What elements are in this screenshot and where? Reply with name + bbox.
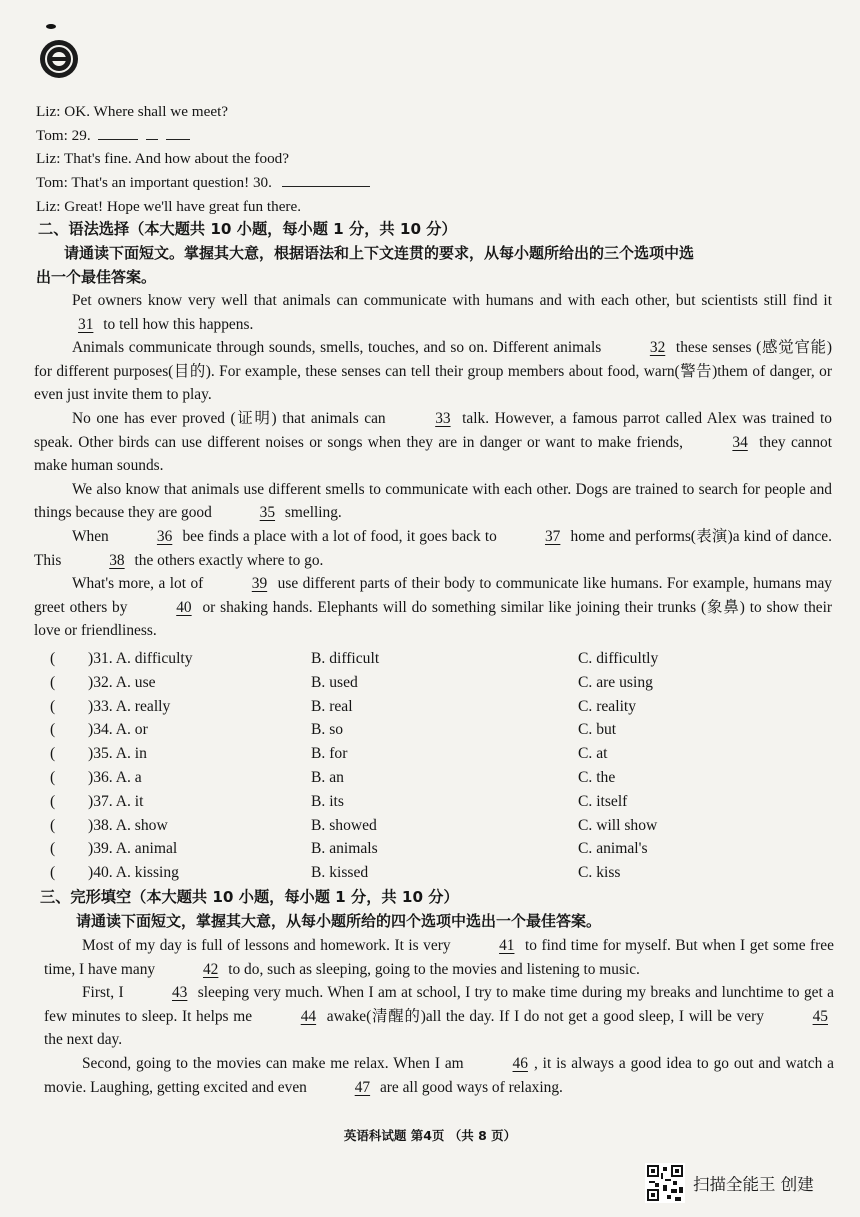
blank-47: 47 — [354, 1078, 371, 1096]
blank-36: 36 — [156, 527, 173, 545]
passage-paragraph: We also know that animals use different smells to communicate with each other. Dogs are trained to search for people and things because they are good 35 smelling. — [34, 478, 832, 525]
blank-39: 39 — [251, 575, 268, 593]
option-c: C. reality — [578, 697, 637, 715]
option-c: C. kiss — [578, 864, 621, 882]
blank-43: 43 — [171, 984, 188, 1002]
page-footer: 英语科试题 第4页 （共 8 页） — [343, 1128, 517, 1143]
option-c: C. but — [578, 721, 617, 739]
option-b: B. real — [311, 697, 353, 715]
option-b: B. an — [311, 769, 344, 786]
passage-paragraph: Animals communicate through sounds, smells, touches, and so on. Different animals 32 these senses (感觉官能) for different purposes(目的). For example, these senses can tell their group members about food, warn(警告)them of danger, or even just invite them to play. — [34, 336, 832, 407]
blank-46: 46 — [512, 1054, 528, 1072]
dialogue-line-4: Tom: That's an important question! 30. — [36, 171, 836, 194]
option-c: C. itself — [578, 792, 628, 810]
qr-code-icon — [645, 1163, 685, 1203]
answer-blank-29b — [146, 125, 158, 140]
blank-45: 45 — [812, 1007, 828, 1025]
scanner-label: 扫描全能王 创建 — [693, 1175, 814, 1194]
corner-mark — [46, 24, 56, 29]
section-2-instruction: 请通读下面短文。掌握其大意，根据语法和上下文连贯的要求，从每小题所给出的三个选项中选 — [64, 244, 695, 262]
scanner-watermark — [645, 1163, 845, 1203]
option-row — [0, 698, 860, 721]
passage-paragraph: Second, going to the movies can make me relax. When I am 46 , it is always a good idea to go out and watch a movie. Laughing, getting excited and even 47 are all good ways of relaxing. — [44, 1052, 834, 1099]
option-b: B. kissed — [311, 864, 369, 882]
answer-bracket: ( — [50, 816, 56, 834]
passage-paragraph: Most of my day is full of lessons and homework. It is very 41 to find time for myself. But when I get some free time, I have many 42 to do, such as sleeping, going to the movies and listening to music. — [44, 934, 834, 981]
option-b: B. showed — [311, 816, 377, 834]
option-row — [0, 793, 860, 816]
dialogue-line-5: Liz: Great! Hope we'll have great fun there. — [36, 198, 302, 215]
answer-bracket: ( — [50, 840, 56, 858]
option-c: C. are using — [578, 673, 653, 691]
answer-blank-30 — [282, 172, 370, 187]
option-a: )38. A. show — [88, 816, 168, 834]
passage-paragraph: Pet owners know very well that animals can communicate with humans and with each other, but scientists still find it 31 to tell how this happens. — [34, 289, 832, 336]
answer-bracket: ( — [50, 650, 56, 667]
option-c: C. difficultly — [578, 650, 659, 667]
dialogue-line-2: Tom: 29. — [36, 124, 836, 147]
option-c: C. at — [578, 745, 608, 763]
blank-44: 44 — [300, 1007, 317, 1025]
option-b: B. animals — [311, 840, 378, 858]
option-row — [0, 817, 860, 840]
option-row — [0, 840, 860, 863]
section-3-instruction: 请通读下面短文，掌握其大意，从每小题所给的四个选项中选出一个最佳答案。 — [76, 912, 602, 930]
option-row — [0, 674, 860, 697]
answer-blank-29 — [98, 125, 138, 140]
answer-bracket: ( — [50, 769, 56, 786]
section-2-instruction-cont: 出一个最佳答案。 — [36, 268, 157, 286]
blank-32: 32 — [649, 339, 666, 357]
blank-38: 38 — [109, 551, 125, 569]
answer-bracket: ( — [50, 673, 56, 691]
option-a: )40. A. kissing — [88, 864, 179, 882]
option-b: B. its — [311, 792, 344, 810]
dialogue-line-1: Liz: OK. Where shall we meet? — [36, 103, 229, 120]
answer-blank-29c — [166, 125, 190, 140]
option-a: )35. A. in — [88, 745, 147, 763]
answer-bracket: ( — [50, 721, 56, 739]
option-a: )37. A. it — [88, 792, 144, 810]
option-a: )31. A. difficulty — [88, 650, 193, 667]
option-row — [0, 864, 860, 887]
option-a: )32. A. use — [88, 673, 156, 691]
blank-40: 40 — [176, 598, 192, 616]
passage-paragraph: No one has ever proved (证明) that animals can 33 talk. However, a famous parrot called Alex was trained to speak. Other birds can use different noises or songs when they are in danger or want to make friends, 34 they cannot make human sounds. — [34, 407, 832, 478]
option-b: B. so — [311, 721, 344, 739]
blank-42: 42 — [202, 960, 219, 978]
passage-paragraph: First, I 43 sleeping very much. When I am at school, I try to make time during my breaks and lunchtime to get a few minutes to sleep. It helps me 44 awake(清醒的)all the day. If I do not get a good sleep, I will be very 45 the next day. — [44, 981, 834, 1052]
answer-bracket: ( — [50, 792, 56, 810]
option-row — [0, 650, 860, 673]
passage-paragraph: When 36 bee finds a place with a lot of food, it goes back to 37 home and performs(表演)a kind of dance. This 38 the others exactly where to go. — [34, 525, 832, 572]
option-a: )34. A. or — [88, 721, 148, 739]
blank-34: 34 — [732, 433, 748, 451]
option-c: C. animal's — [578, 840, 648, 858]
section-2-heading: 二、语法选择（本大题共 10 小题，每小题 1 分，共 10 分） — [38, 220, 457, 238]
option-b: B. difficult — [311, 650, 380, 667]
passage-paragraph: What's more, a lot of 39 use different parts of their body to communicate like humans. For example, humans may greet others by 40 or shaking hands. Elephants will do something similar like joining their trunks (象鼻) to show their love or friendliness. — [34, 572, 832, 643]
blank-35: 35 — [259, 504, 276, 522]
answer-bracket: ( — [50, 745, 56, 763]
section-3-passage — [44, 934, 834, 1099]
blank-33: 33 — [435, 409, 451, 427]
option-b: B. used — [311, 673, 358, 691]
answer-bracket: ( — [50, 864, 56, 882]
option-row — [0, 721, 860, 744]
option-a: )33. A. really — [88, 697, 171, 715]
answer-bracket: ( — [50, 697, 56, 715]
option-row — [0, 769, 860, 792]
school-emblem-icon — [38, 38, 80, 80]
option-c: C. the — [578, 769, 616, 786]
section-2-passage — [34, 289, 832, 643]
option-c: C. will show — [578, 816, 658, 834]
option-b: B. for — [311, 745, 348, 763]
section-3-heading: 三、完形填空（本大题共 10 小题，每小题 1 分，共 10 分） — [40, 888, 459, 906]
blank-37: 37 — [544, 527, 561, 545]
option-row — [0, 745, 860, 768]
option-a: )36. A. a — [88, 769, 142, 786]
dialogue-line-3: Liz: That's fine. And how about the food? — [36, 150, 290, 167]
blank-31: 31 — [78, 315, 94, 333]
option-a: )39. A. animal — [88, 840, 178, 858]
blank-41: 41 — [499, 937, 515, 954]
